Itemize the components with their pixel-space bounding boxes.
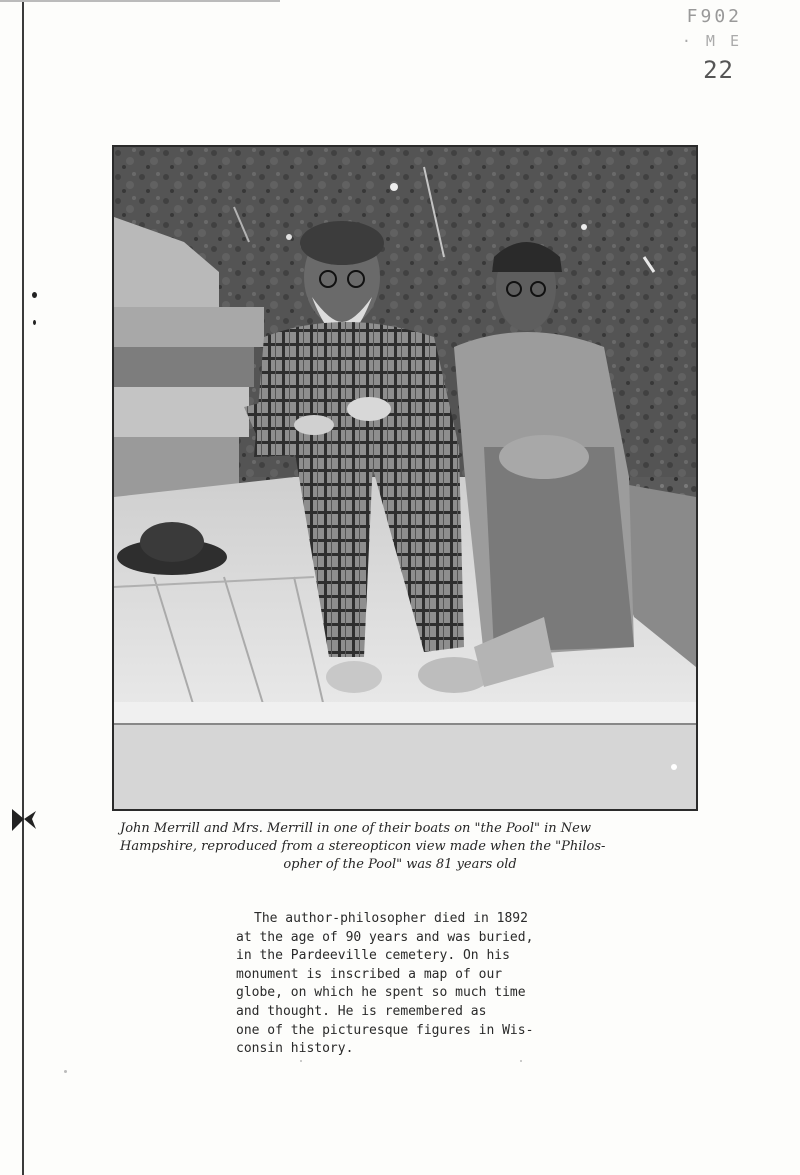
article-line: and thought. He is remembered as (236, 1003, 487, 1019)
article-line: consin history. (236, 1041, 354, 1057)
article-line: in the Pardeeville cemetery. On his (236, 948, 510, 964)
archive-mark-line-1: F902 (686, 6, 742, 27)
scan-left-edge (0, 0, 24, 1175)
scan-speck (520, 1060, 522, 1062)
binder-clip-mark (10, 805, 40, 835)
archive-mark-line-2: · M E (681, 32, 742, 50)
article-line: one of the picturesque figures in Wis- (236, 1022, 534, 1038)
article-paragraph (236, 910, 536, 1059)
scan-speck (32, 292, 37, 298)
photograph (112, 145, 698, 811)
caption-line-1: John Merrill and Mrs. Merrill in one of their boats on "the Pool" in New (120, 821, 591, 836)
scan-speck (64, 1070, 67, 1073)
caption-line-2: Hampshire, reproduced from a stereopticon view made when the "Philos- (120, 839, 606, 854)
scan-speck (33, 320, 36, 325)
article-line: at the age of 90 years and was buried, (236, 929, 534, 945)
scan-top-edge (0, 0, 280, 2)
archive-handwritten-marks (632, 6, 742, 88)
photograph-image (114, 147, 696, 809)
article-line: The author-philosopher died in 1892 (254, 911, 528, 926)
article-line: monument is inscribed a map of our (236, 966, 503, 982)
photo-caption (100, 820, 700, 874)
scan-speck (300, 1060, 302, 1062)
caption-line-3: opher of the Pool" was 81 years old (283, 857, 517, 872)
archive-mark-page-number: 22 (703, 56, 734, 84)
article-line: globe, on which he spent so much time (236, 985, 526, 1001)
